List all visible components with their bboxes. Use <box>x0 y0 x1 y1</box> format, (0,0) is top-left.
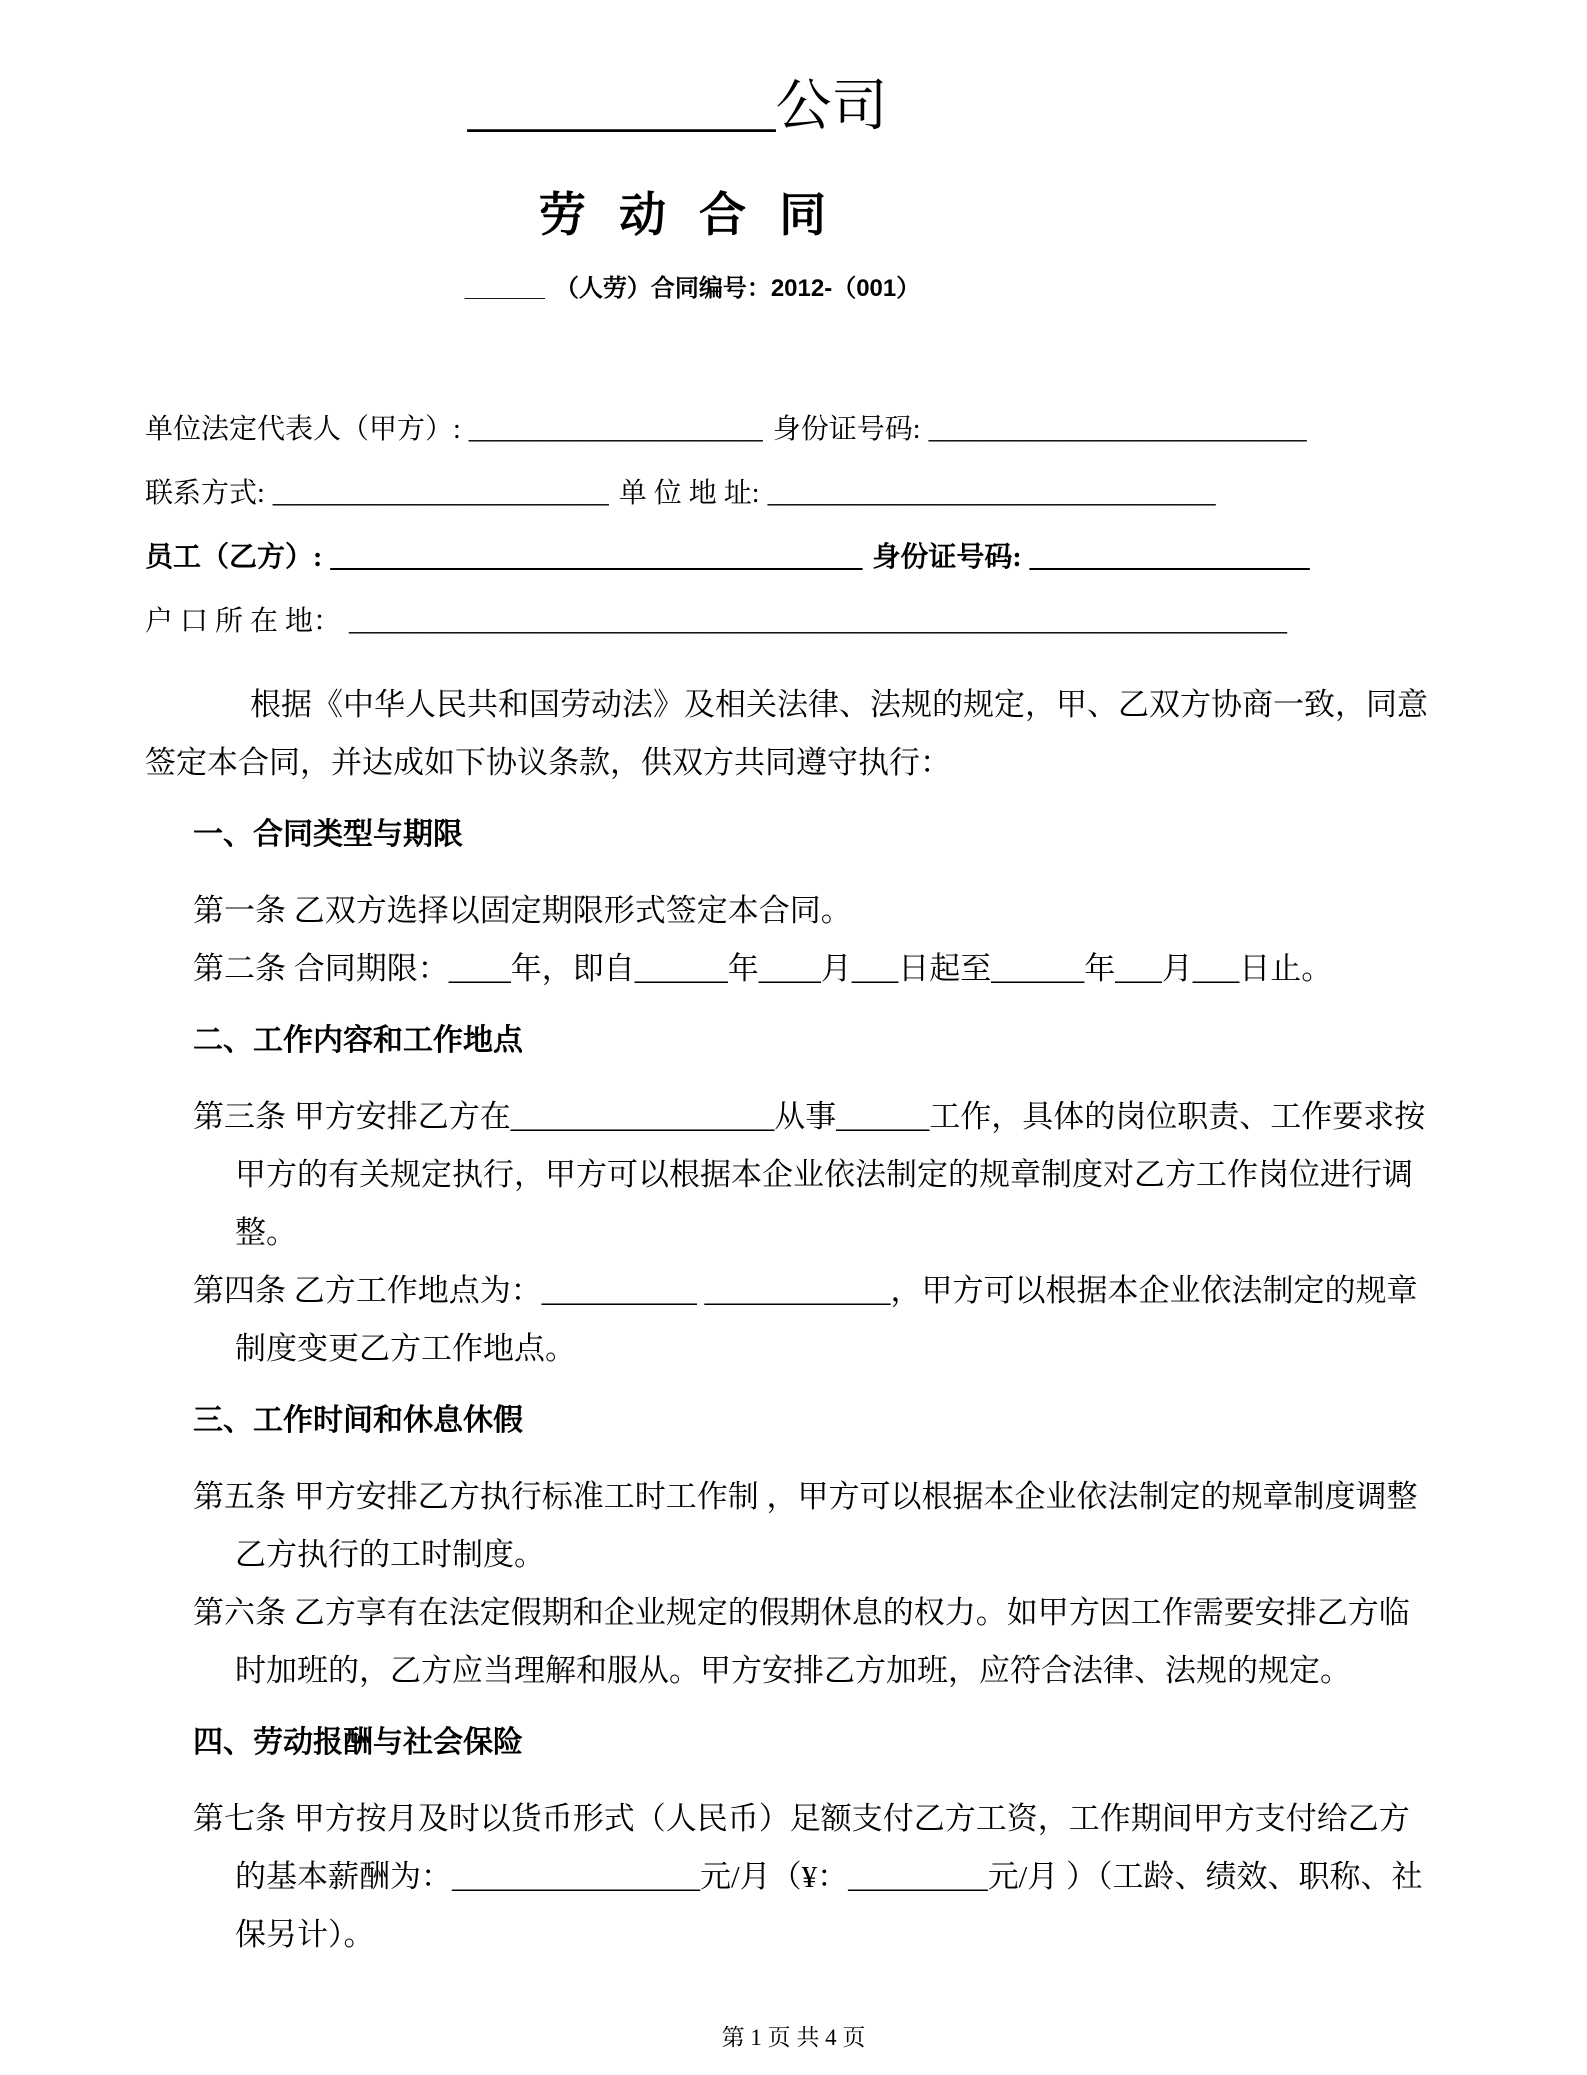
section-heading-3: 三、工作时间和休息休假 <box>193 1404 523 1437</box>
form-row-contact <box>145 462 1440 526</box>
clause-1: 第一条 乙双方选择以固定期限形式签定本合同。 <box>193 893 852 928</box>
company-suffix: 公司 <box>775 76 888 138</box>
contract-number-text: （人劳）合同编号：2012-（001） <box>554 275 921 302</box>
company-address-label: 单 位 地 址: <box>618 478 760 509</box>
document-title: 劳 动 合 同 <box>538 188 837 241</box>
legal-representative-blank: _____________________ <box>468 414 763 445</box>
section-working-hours <box>145 1392 1440 1700</box>
contract-number-line <box>145 272 1240 306</box>
section-compensation <box>145 1714 1440 1964</box>
residence-blank: ___________________________________________________________________ <box>349 606 1288 637</box>
form-row-residence <box>145 590 1440 654</box>
clause-2: 第二条 合同期限：____年，即自______年____月___日起至______年___月___日止。 <box>193 951 1333 986</box>
page-number-footer: 第 1 页 共 4 页 <box>721 2025 866 2050</box>
section-work-content <box>145 1012 1440 1378</box>
clause-3: 第三条 甲方安排乙方在_________________从事______工作，具体的岗位职责、工作要求按甲方的有关规定执行，甲方可以根据本企业依法制定的规章制度对乙方工作岗位进行调整。 <box>193 1099 1426 1250</box>
contract-number-blank: ______ <box>464 275 545 302</box>
id-number-blank: ___________________________ <box>928 414 1307 445</box>
contact-blank: ________________________ <box>272 478 609 509</box>
company-address-blank: ________________________________ <box>767 478 1216 509</box>
section-contract-type <box>145 806 1440 998</box>
employee-id-number-blank: ____________________ <box>1029 542 1310 573</box>
section-heading-2: 二、工作内容和工作地点 <box>193 1024 523 1057</box>
id-number-label: 身份证号码: <box>772 414 921 445</box>
residence-label: 户 口 所 在 地： <box>145 606 342 637</box>
employee-name-blank: ______________________________________ <box>330 542 863 573</box>
form-row-employee <box>145 526 1440 590</box>
preamble-paragraph: 根据《中华人民共和国劳动法》及相关法律、法规的规定，甲、乙双方协商一致，同意签定本合同，并达成如下协议条款，供双方共同遵守执行： <box>145 687 1428 780</box>
company-name-blank: ___________ <box>467 76 776 138</box>
employee-id-number-label: 身份证号码: <box>872 542 1022 573</box>
contact-label: 联系方式: <box>145 478 265 509</box>
legal-representative-label: 单位法定代表人（甲方）: <box>145 414 461 445</box>
form-row-legal-representative <box>145 398 1440 462</box>
clause-4: 第四条 乙方工作地点为：__________ ____________，甲方可以根据本企业依法制定的规章制度变更乙方工作地点。 <box>193 1273 1418 1366</box>
employee-label: 员工（乙方）: <box>145 542 323 573</box>
clause-7: 第七条 甲方按月及时以货币形式（人民币）足额支付乙方工资，工作期间甲方支付给乙方的基本薪酬为：________________元/月（¥：_________元/月 ）（工龄、绩效、职称、社保另计）。 <box>193 1801 1423 1952</box>
clause-6: 第六条 乙方享有在法定假期和企业规定的假期休息的权力。如甲方因工作需要安排乙方临时加班的，乙方应当理解和服从。甲方安排乙方加班，应符合法律、法规的规定。 <box>193 1595 1410 1688</box>
clause-5: 第五条 甲方安排乙方执行标准工时工作制 ，甲方可以根据本企业依法制定的规章制度调整乙方执行的工时制度。 <box>193 1479 1418 1572</box>
company-title-line <box>145 72 1210 142</box>
section-heading-4: 四、劳动报酬与社会保险 <box>193 1726 523 1759</box>
section-heading-1: 一、合同类型与期限 <box>193 818 463 851</box>
